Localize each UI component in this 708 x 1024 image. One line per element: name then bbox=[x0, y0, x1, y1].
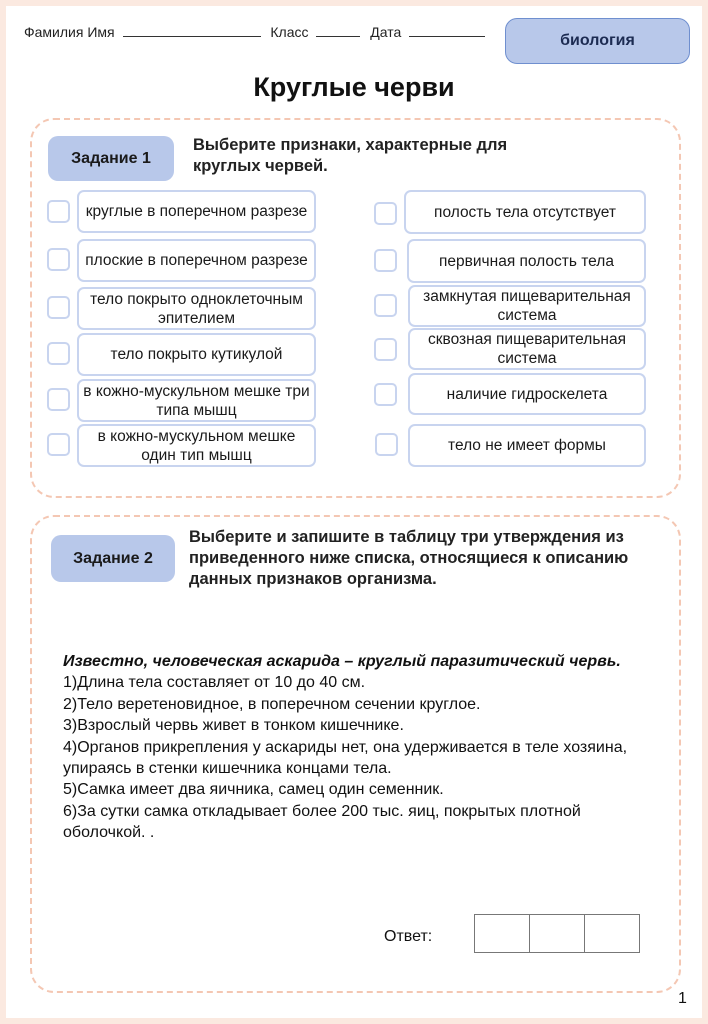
answer-label: Ответ: bbox=[384, 928, 433, 945]
checkbox-right-1[interactable] bbox=[374, 202, 397, 225]
task2-text bbox=[63, 651, 663, 844]
checkbox-left-2[interactable] bbox=[47, 248, 70, 271]
statement-1: 1)Длина тела составляет от 10 до 40 см. bbox=[63, 674, 366, 692]
checkbox-left-6[interactable] bbox=[47, 433, 70, 456]
class-field[interactable] bbox=[316, 24, 360, 37]
checkbox-right-5[interactable] bbox=[374, 383, 397, 406]
answer-table bbox=[475, 914, 640, 953]
answer-cell-1[interactable] bbox=[474, 914, 530, 953]
checkbox-left-5[interactable] bbox=[47, 388, 70, 411]
statement-2: 2)Тело веретеновидное, в поперечном сечении круглое. bbox=[63, 695, 481, 713]
option-left-3: тело покрыто одноклеточным эпителием bbox=[77, 287, 316, 330]
checkbox-right-2[interactable] bbox=[374, 249, 397, 272]
checkbox-left-1[interactable] bbox=[47, 200, 70, 223]
statement-4: 4)Органов прикрепления у аскариды нет, она удерживается в теле хозяина, упираясь в стенки кишечника концами тела. bbox=[63, 738, 628, 778]
option-right-4: сквозная пищеварительная система bbox=[408, 328, 646, 370]
statement-3: 3)Взрослый червь живет в тонком кишечнике. bbox=[63, 717, 404, 735]
task2-lead: Известно, человеческая аскарида – круглый паразитический червь. bbox=[63, 653, 621, 670]
answer-cell-2[interactable] bbox=[529, 914, 585, 953]
option-right-6: тело не имеет формы bbox=[408, 424, 646, 467]
surname-label: Фамилия Имя bbox=[24, 24, 115, 40]
checkbox-left-4[interactable] bbox=[47, 342, 70, 365]
date-label: Дата bbox=[370, 24, 402, 40]
option-right-5: наличие гидроскелета bbox=[408, 373, 646, 415]
statement-5: 5)Самка имеет два яичника, самец один семенник. bbox=[63, 781, 444, 799]
subject-badge: биология bbox=[505, 18, 690, 64]
option-right-1: полость тела отсутствует bbox=[404, 190, 646, 234]
date-field[interactable] bbox=[409, 24, 485, 37]
checkbox-left-3[interactable] bbox=[47, 296, 70, 319]
checkbox-right-3[interactable] bbox=[374, 294, 397, 317]
statement-6: 6)За сутки самка откладывает более 200 тыс. яиц, покрытых плотной оболочкой. . bbox=[63, 802, 581, 842]
task2-question: Выберите и запишите в таблицу три утверждения из приведенного ниже списка, относящиеся к описанию данных признаков организма. bbox=[189, 528, 629, 588]
task1-question: Выберите признаки, характерные для круглых червей. bbox=[193, 136, 508, 175]
option-right-2: первичная полость тела bbox=[407, 239, 646, 283]
student-header bbox=[24, 24, 491, 40]
answer-cell-3[interactable] bbox=[584, 914, 640, 953]
task1-tag: Задание 1 bbox=[48, 136, 174, 181]
surname-field[interactable] bbox=[123, 24, 261, 37]
option-left-2: плоские в поперечном разрезе bbox=[77, 239, 316, 282]
option-right-3: замкнутая пищеварительная система bbox=[408, 285, 646, 327]
page-number: 1 bbox=[678, 990, 687, 1007]
page-title: Круглые черви bbox=[253, 72, 455, 102]
option-left-6: в кожно-мускульном мешке один тип мышц bbox=[77, 424, 316, 467]
option-left-4: тело покрыто кутикулой bbox=[77, 333, 316, 376]
option-left-1: круглые в поперечном разрезе bbox=[77, 190, 316, 233]
option-left-5: в кожно-мускульном мешке три типа мышц bbox=[77, 379, 316, 422]
checkbox-right-6[interactable] bbox=[375, 433, 398, 456]
checkbox-right-4[interactable] bbox=[374, 338, 397, 361]
task2-tag: Задание 2 bbox=[51, 535, 175, 582]
class-label: Класс bbox=[270, 24, 309, 40]
